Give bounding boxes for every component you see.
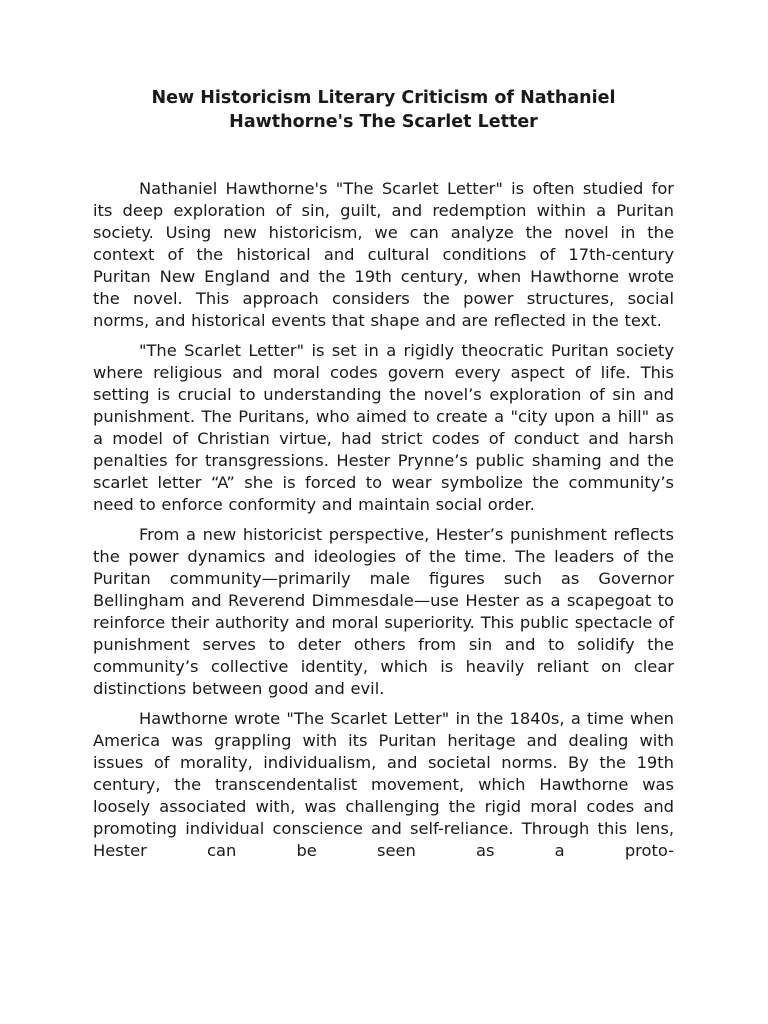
title-line-1: New Historicism Literary Criticism of Nathaniel	[151, 88, 616, 108]
paragraph-1: Nathaniel Hawthorne's "The Scarlet Letter" is often studied for its deep exploration of sin, guilt, and redemption within a Puritan society. Using new historicism, we can analyze the novel in the context of the historical and cultural conditions of 17th-century Puritan New England and the 19th century, when Hawthorne wrote the novel. This approach considers the power structures, social norms, and historical events that shape and are reflected in the text.	[93, 179, 674, 330]
paragraph-2: "The Scarlet Letter" is set in a rigidly theocratic Puritan society where religious and moral codes govern every aspect of life. This setting is crucial to understanding the novel’s exploration of sin and punishment. The Puritans, who aimed to create a "city upon a hill" as a model of Christian virtue, had strict codes of conduct and harsh penalties for transgressions. Hester Prynne’s public shaming and the scarlet letter “A” she is forced to wear symbolize the community’s need to enforce conformity and maintain social order.	[93, 341, 674, 514]
paragraph-3: From a new historicist perspective, Hester’s punishment reflects the power dynamics and ideologies of the time. The leaders of the Puritan community—primarily male figures such as Governor Bellingham and Reverend Dimmesdale—use Hester as a scapegoat to reinforce their authority and moral superiority. This public spectacle of punishment serves to deter others from sin and to solidify the community’s collective identity, which is heavily reliant on clear distinctions between good and evil.	[93, 525, 674, 698]
document-title	[93, 86, 674, 134]
title-line-2: Hawthorne's The Scarlet Letter	[229, 112, 538, 132]
document-body	[93, 178, 674, 862]
paragraph-4: Hawthorne wrote "The Scarlet Letter" in the 1840s, a time when America was grappling with its Puritan heritage and dealing with issues of morality, individualism, and societal norms. By the 19th century, the transcendentalist movement, which Hawthorne was loosely associated with, was challenging the rigid moral codes and promoting individual conscience and self-reliance. Through this lens, Hester can be seen as a proto-	[93, 709, 674, 860]
